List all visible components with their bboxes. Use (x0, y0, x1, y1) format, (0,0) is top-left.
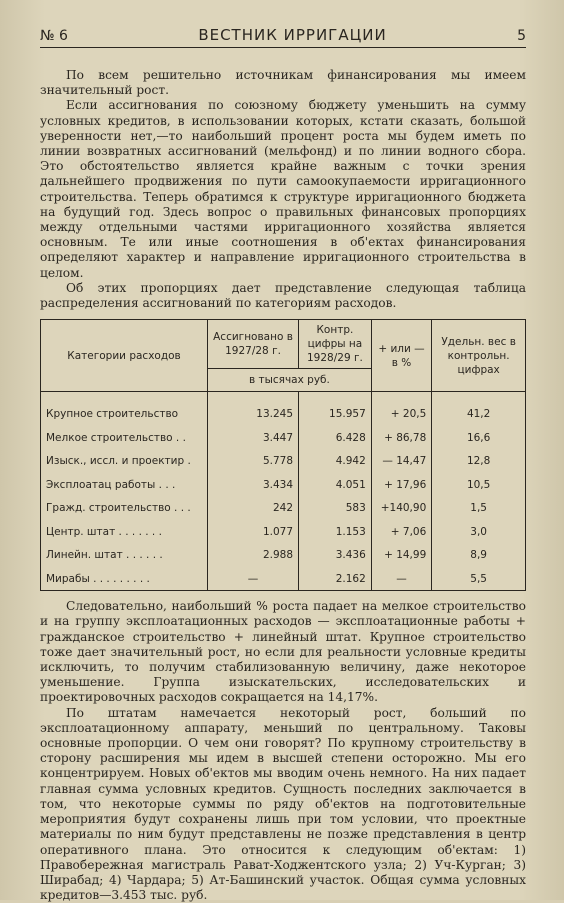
paragraph: Следовательно, наибольший % роста падает на мелкое строительство и на группу эксплоатационных расходов — эксплоатационные работы + гражданское строительство + линейный штат. Крупное строительство тоже дает значительный рост, но если для реальности условные кредиты исключить, то получим стабилизованную величину, даже некоторое уменьшение. Группа изыскательских, исследовательских и проектировочных расходов сокращается на 14,17%. (40, 599, 526, 705)
issue-number: № 6 (40, 28, 68, 44)
expense-table (40, 319, 526, 591)
table-row (41, 520, 526, 544)
table-row (41, 426, 526, 450)
cell-control: 2.162 (299, 567, 372, 591)
cell-change: — 14,47 (371, 449, 431, 473)
cell-category: Эксплоатац работы . . . (41, 473, 208, 497)
cell-control: 15.957 (299, 392, 372, 426)
cell-share: 10,5 (432, 473, 526, 497)
journal-title: ВЕСТНИК ИРРИГАЦИИ (198, 26, 387, 44)
cell-change: + 14,99 (371, 543, 431, 567)
cell-control: 4.942 (299, 449, 372, 473)
cell-share: 3,0 (432, 520, 526, 544)
cell-assigned: 3.434 (208, 473, 299, 497)
header-share: Удельн. вес в контрольн. цифрах (432, 320, 526, 392)
cell-assigned: 242 (208, 496, 299, 520)
cell-control: 4.051 (299, 473, 372, 497)
paragraph: Об этих пропорциях дает представление следующая таблица распределения ассигнований по категориям расходов. (40, 280, 526, 311)
cell-control: 3.436 (299, 543, 372, 567)
header-units: в тысячах руб. (208, 369, 372, 392)
cell-share: 1,5 (432, 496, 526, 520)
cell-change: — (371, 567, 431, 591)
cell-category: Изыск., иссл. и проектир . (41, 449, 208, 473)
cell-category: Мелкое строительство . . (41, 426, 208, 450)
cell-control: 1.153 (299, 520, 372, 544)
paragraph: По штатам намечается некоторый рост, больший по эксплоатационному аппарату, меньший по центральному. Таковы основные пропорции. О чем они говорят? По крупному строительству в сторону расширения мы идем в высшей степени осторожно. Мы его концентрируем. Новых об'ектов мы вводим очень немного. На них падает главная сумма условных кредитов. Сущность последних заключается в том, что некоторые суммы по ряду об'ектов на подготовительные мероприятия будут сохранены лишь при том условии, что проектные материалы по ним будут представлены не позже представления в центр оперативного плана. Это относится к следующим об'ектам: 1) Правобережная магистраль Рават-Ходжентского узла; 2) Уч-Курган; 3) Ширабад; 4) Чардара; 5) Ат-Башинский участок. Общая сумма условных кредитов—3.453 тыс. руб. (40, 705, 526, 903)
page-header (40, 26, 526, 48)
cell-change: +140,90 (371, 496, 431, 520)
cell-share: 12,8 (432, 449, 526, 473)
cell-assigned: 13.245 (208, 392, 299, 426)
page-number: 5 (517, 28, 526, 44)
cell-assigned: 2.988 (208, 543, 299, 567)
table-row (41, 543, 526, 567)
header-change: + или — в % (371, 320, 431, 392)
table-row (41, 392, 526, 426)
header-category: Категории расходов (41, 320, 208, 392)
table-row (41, 496, 526, 520)
table-row (41, 473, 526, 497)
cell-change: + 7,06 (371, 520, 431, 544)
table-row (41, 567, 526, 591)
cell-change: + 20,5 (371, 392, 431, 426)
cell-change: + 86,78 (371, 426, 431, 450)
cell-category: Мирабы . . . . . . . . . (41, 567, 208, 591)
cell-category: Гражд. строительство . . . (41, 496, 208, 520)
cell-share: 41,2 (432, 392, 526, 426)
cell-assigned: 3.447 (208, 426, 299, 450)
table-row (41, 449, 526, 473)
cell-change: + 17,96 (371, 473, 431, 497)
cell-category: Линейн. штат . . . . . . (41, 543, 208, 567)
cell-control: 6.428 (299, 426, 372, 450)
header-control: Контр. цифры на 1928/29 г. (299, 320, 372, 369)
header-assigned: Ассигновано в 1927/28 г. (208, 320, 299, 369)
cell-share: 5,5 (432, 567, 526, 591)
cell-category: Центр. штат . . . . . . . (41, 520, 208, 544)
cell-assigned: 5.778 (208, 449, 299, 473)
paragraph: Если ассигнования по союзному бюджету уменьшить на сумму условных кредитов, в использовании которых, кстати сказать, большой уверенности нет,—то наибольший процент роста мы будем иметь по линии возвратных ассигнований (мельфонд) и по линии водного сбора. Это обстоятельство является крайне важным с точки зрения дальнейшего продвижения по пути самоокупаемости ирригационного строительства. Теперь обратимся к структуре ирригационного бюджета на будущий год. Здесь вопрос о правильных финансовых пропорциях между отдельными частями ирригационного хозяйства является основным. Те или иные соотношения в об'ектах финансирования определяют характер и направление ирригационного строительства в целом. (40, 98, 526, 280)
cell-share: 16,6 (432, 426, 526, 450)
cell-share: 8,9 (432, 543, 526, 567)
cell-category: Крупное строительство (41, 392, 208, 426)
cell-assigned: — (208, 567, 299, 591)
cell-assigned: 1.077 (208, 520, 299, 544)
paragraph: По всем решительно источникам финансирования мы имеем значительный рост. (40, 68, 526, 98)
cell-control: 583 (299, 496, 372, 520)
